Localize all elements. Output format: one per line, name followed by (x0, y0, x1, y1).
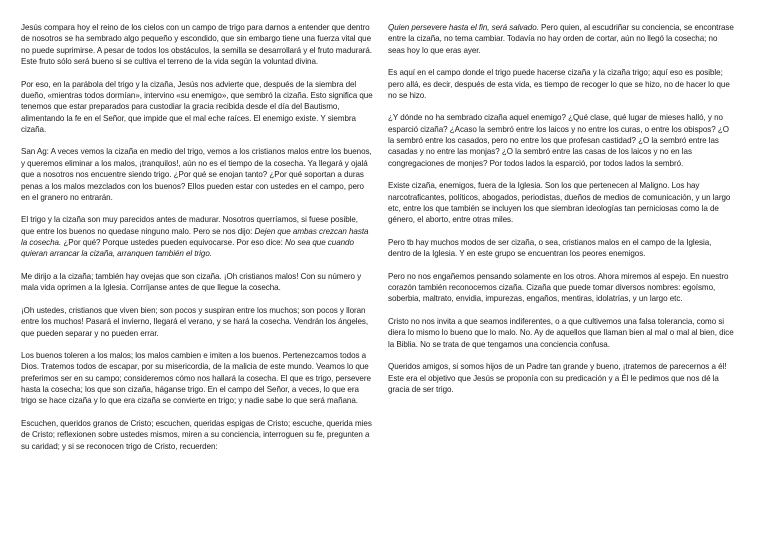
paragraph (388, 22, 734, 56)
paragraph: Escuchen, queridos granos de Cristo; escuchen, queridas espigas de Cristo; escuche, querida mies de Cristo; reflexionen sobre ustedes mismos, miren a su conciencia, interroguen su fe, pregunten a su caridad; y si se reconocen trigo de Cristo, recuerden: (21, 418, 372, 451)
paragraph: Por eso, en la parábola del trigo y la cizaña, Jesús nos advierte que, después de la siembra del dueño, «mientras todos dormían», intervino «su enemigo», que sembró la cizaña. Esto significa que tenemos que estar preparados para custodiar la gracia recibida desde el día del Bautismo, alimentando la fe en el Señor, que impide que el mal eche raíces. El enemigo existe. Y siembra cizaña. (21, 79, 373, 134)
paragraph: Queridos amigos, si somos hijos de un Padre tan grande y bueno, ¡tratemos de parecernos a él! Este era el objetivo que Jesús se proponía con su predicación y a Él le pedimos que nos dé la gracia de ser trigo. (388, 362, 727, 394)
paragraph: Pero tb hay muchos modos de ser cizaña, o sea, cristianos malos en el campo de la Iglesia, dentro de la Iglesia. Y en este grupo se encuentran los peores enemigos. (388, 237, 712, 259)
left-column (21, 22, 373, 463)
paragraph-text: Pero quien, al escudriñar su conciencia, se encontrase entre la cizaña, no tema cambiar. Todavía no hay orden de cortar, aún no llegó la cosecha; no seas hoy lo que eras ayer. (388, 23, 734, 55)
paragraph-text: ¿Por qué? Porque ustedes pueden equivocarse. Por eso dice: (61, 238, 285, 248)
paragraph: San Ag: A veces vemos la cizaña en medio del trigo, vemos a los cristianos malos entre los buenos, y queremos eliminar a los malos, ¡tranquilos!, aún no es el tiempo de la cosecha. Ya llegará y ojalá que a nosotros nos encuentre siendo trigo. ¿Por qué se enojan tanto? ¿Por qué soportan a duras penas a los malos mezclados con los buenos? Ellos pueden estar con ustedes en el campo, pero en el granero no entrarán. (21, 147, 372, 202)
paragraph: ¿Y dónde no ha sembrado cizaña aquel enemigo? ¿Qué clase, qué lugar de mieses halló, y no esparció cizaña? ¿Acaso la sembró entre los laicos y no entre los curas, o entre los obispos? ¿O la sembró entre los casados, pero no entre los que profesan castidad? ¿O la sembró entre las casadas y no entre las monjas? ¿O la sembró entre las casas de los laicos y no en las congregaciones de monjes? Por todos lados la esparció, por todos lados la sembró. (388, 113, 729, 168)
paragraph: Jesús compara hoy el reino de los cielos con un campo de trigo para darnos a entender que dentro de nosotros se ha sembrado algo pequeño y escondido, que sin embargo tiene una fuerza vital que no puede suprimirse. A pesar de todos los obstáculos, la semilla se desarrollará y el fruto madurará. Este fruto sólo será bueno si se cultiva el terreno de la vida según la voluntad divina. (21, 23, 372, 67)
right-column (388, 22, 734, 406)
paragraph: ¡Oh ustedes, cristianos que viven bien; son pocos y suspiran entre los muchos; son pocos y lloran entre los muchos! Pasará el invierno, llegará el verano, y se hará la cosecha. Vendrán los ángeles, que pueden separar y no pueden errar. (21, 305, 369, 338)
paragraph: Los buenos toleren a los malos; los malos cambien e imiten a los buenos. Pertenezcamos todos a Dios. Tratemos todos de escapar, por su misericordia, de la malicia de este mundo. Veamos lo que preferimos ser en su campo; consideremos cómo nos hallará la cosecha. El que es trigo, persevere hasta la cosecha; los que son cizaña, háganse trigo. En el campo del Señor, a veces, lo que era trigo se hace cizaña y lo que era cizaña se convierte en trigo; y nadie sabe lo que será mañana. (21, 351, 371, 406)
scripture-quote: Quien persevere hasta el fin, será salvado. (388, 23, 539, 32)
paragraph: Existe cizaña, enemigos, fuera de la Iglesia. Son los que pertenecen al Maligno. Los hay narcotraficantes, políticos, abogados, periodistas, dueños de medios de comunicación, y un largo etc, entre los que también se incluyen los que siembran ideologías tan perniciosas como la de género, el aborto, entre otras miles. (388, 181, 731, 225)
scripture-quote: No sea que cuando quieran arrancar la cizaña, arranquen también el trigo. (21, 238, 354, 259)
paragraph: Pero no nos engañemos pensando solamente en los otros. Ahora miremos al espejo. En nuestro corazón también reconocemos cizaña. Cizaña que puede tomar diversos nombres: egoísmo, soberbia, maltrato, envidia, impurezas, engaños, mentiras, idolatrías, y un largo etc. (388, 271, 729, 304)
paragraph: Es aquí en el campo donde el trigo puede hacerse cizaña y la cizaña trigo; aquí eso es posible; pero allá, es decir, después de esta vida, es tiempo de recoger lo que se hizo, no de hacer lo que no se hizo. (388, 68, 730, 100)
paragraph: Me dirijo a la cizaña; también hay ovejas que son cizaña. ¡Oh cristianos malos! Con su número y mala vida oprimen a la Iglesia. Corríjanse antes de que llegue la cosecha. (21, 271, 362, 293)
paragraph: Cristo no nos invita a que seamos indiferentes, o a que cultivemos una falsa tolerancia, como si diera lo mismo lo bueno que lo malo. No. Ay de aquellos que llaman bien al mal o mal al bien, dice la Biblia. No se trata de que tengamos una conciencia confusa. (388, 317, 734, 349)
paragraph-text: El trigo y la cizaña son muy parecidos antes de madurar. Nosotros querríamos, si fuese posible, que entre los buenos no quedase ninguno malo. Pero se nos dijo: (21, 215, 358, 236)
paragraph (21, 214, 373, 259)
scripture-quote: Dejen que ambas crezcan hasta la cosecha. (21, 226, 369, 248)
